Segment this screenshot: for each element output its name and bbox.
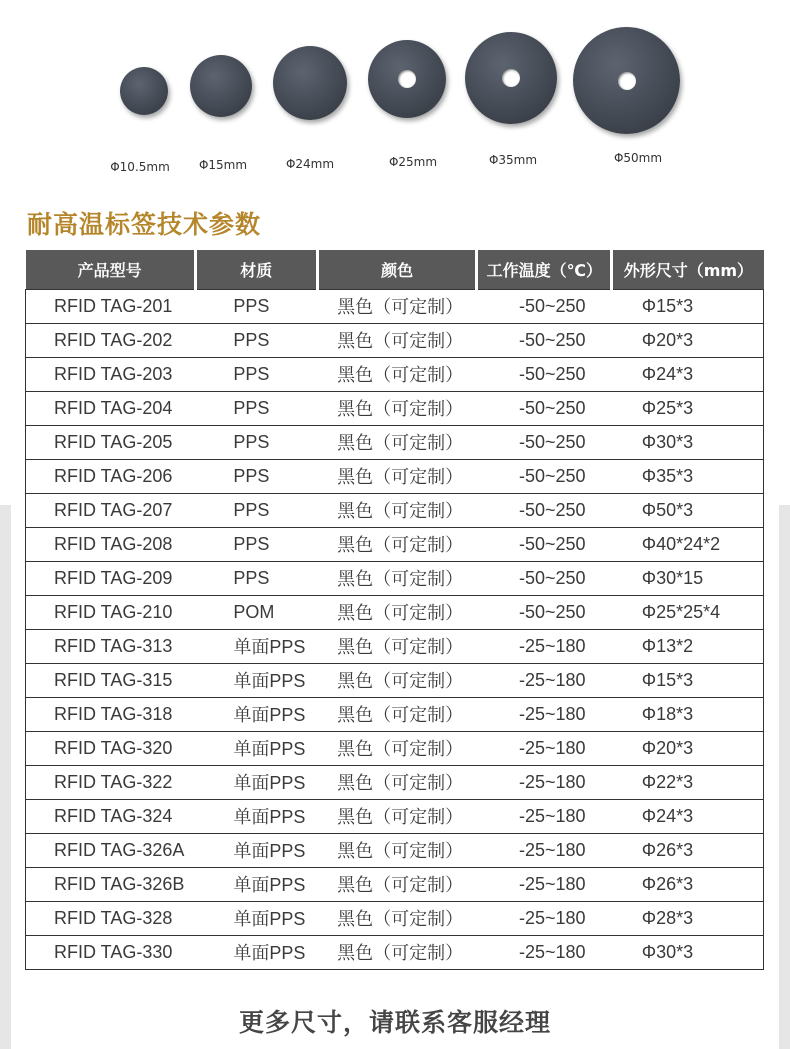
cell-temperature: -25~180 xyxy=(477,765,612,799)
cell-material: PPS xyxy=(195,357,317,391)
cell-temperature: -50~250 xyxy=(477,425,612,459)
table-row xyxy=(26,867,764,901)
table-row xyxy=(26,799,764,833)
header-color: 颜色 xyxy=(317,250,477,289)
tag-image-10-5mm xyxy=(120,67,168,115)
cell-color: 黑色（可定制） xyxy=(317,867,477,901)
table-row xyxy=(26,561,764,595)
cell-temperature: -50~250 xyxy=(477,595,612,629)
cell-model: RFID TAG-328 xyxy=(26,901,196,935)
cell-temperature: -50~250 xyxy=(477,289,612,323)
cell-material: PPS xyxy=(195,459,317,493)
cell-temperature: -25~180 xyxy=(477,731,612,765)
table-row xyxy=(26,323,764,357)
table-row xyxy=(26,425,764,459)
section-title: 耐高温标签技术参数 xyxy=(27,210,262,239)
table-row xyxy=(26,493,764,527)
cell-color: 黑色（可定制） xyxy=(317,935,477,969)
tag-size-label: Φ24mm xyxy=(285,157,335,171)
cell-material: 单面PPS xyxy=(195,765,317,799)
cell-dimensions: Φ20*3 xyxy=(612,323,764,357)
cell-dimensions: Φ25*25*4 xyxy=(612,595,764,629)
cell-model: RFID TAG-330 xyxy=(26,935,196,969)
table-row xyxy=(26,663,764,697)
cell-model: RFID TAG-318 xyxy=(26,697,196,731)
cell-dimensions: Φ20*3 xyxy=(612,731,764,765)
cell-temperature: -25~180 xyxy=(477,867,612,901)
cell-model: RFID TAG-313 xyxy=(26,629,196,663)
table-row xyxy=(26,629,764,663)
cell-material: PPS xyxy=(195,527,317,561)
cell-temperature: -50~250 xyxy=(477,459,612,493)
cell-color: 黑色（可定制） xyxy=(317,629,477,663)
cell-temperature: -25~180 xyxy=(477,629,612,663)
tag-image-24mm xyxy=(273,46,347,120)
cell-color: 黑色（可定制） xyxy=(317,799,477,833)
cell-dimensions: Φ26*3 xyxy=(612,833,764,867)
cell-color: 黑色（可定制） xyxy=(317,289,477,323)
cell-material: PPS xyxy=(195,289,317,323)
cell-dimensions: Φ26*3 xyxy=(612,867,764,901)
footer-note: 更多尺寸，请联系客服经理 xyxy=(238,1008,551,1037)
cell-color: 黑色（可定制） xyxy=(317,697,477,731)
cell-model: RFID TAG-208 xyxy=(26,527,196,561)
cell-temperature: -50~250 xyxy=(477,391,612,425)
product-gallery xyxy=(0,0,790,200)
tag-image-50mm xyxy=(573,27,680,134)
header-temperature: 工作温度（℃） xyxy=(477,250,612,289)
cell-color: 黑色（可定制） xyxy=(317,493,477,527)
cell-model: RFID TAG-206 xyxy=(26,459,196,493)
table-row xyxy=(26,357,764,391)
cell-color: 黑色（可定制） xyxy=(317,663,477,697)
cell-dimensions: Φ25*3 xyxy=(612,391,764,425)
cell-temperature: -25~180 xyxy=(477,833,612,867)
tag-image-15mm xyxy=(190,55,252,117)
cell-color: 黑色（可定制） xyxy=(317,357,477,391)
cell-material: 单面PPS xyxy=(195,663,317,697)
table-row xyxy=(26,459,764,493)
cell-dimensions: Φ13*2 xyxy=(612,629,764,663)
table-header-row xyxy=(26,250,764,289)
cell-model: RFID TAG-202 xyxy=(26,323,196,357)
cell-temperature: -50~250 xyxy=(477,493,612,527)
cell-model: RFID TAG-203 xyxy=(26,357,196,391)
left-side-bar xyxy=(0,505,11,1049)
cell-color: 黑色（可定制） xyxy=(317,833,477,867)
cell-material: 单面PPS xyxy=(195,935,317,969)
cell-dimensions: Φ15*3 xyxy=(612,663,764,697)
cell-temperature: -25~180 xyxy=(477,901,612,935)
cell-dimensions: Φ30*3 xyxy=(612,935,764,969)
cell-color: 黑色（可定制） xyxy=(317,323,477,357)
tag-size-label: Φ15mm xyxy=(198,158,248,172)
table-row xyxy=(26,901,764,935)
cell-model: RFID TAG-205 xyxy=(26,425,196,459)
tag-size-label: Φ25mm xyxy=(388,155,438,169)
spec-table-body xyxy=(26,289,764,969)
cell-material: POM xyxy=(195,595,317,629)
cell-material: 单面PPS xyxy=(195,799,317,833)
table-row xyxy=(26,935,764,969)
cell-temperature: -50~250 xyxy=(477,323,612,357)
cell-color: 黑色（可定制） xyxy=(317,731,477,765)
cell-model: RFID TAG-204 xyxy=(26,391,196,425)
cell-temperature: -25~180 xyxy=(477,697,612,731)
header-dimensions: 外形尺寸（mm） xyxy=(612,250,764,289)
cell-material: PPS xyxy=(195,561,317,595)
cell-model: RFID TAG-326A xyxy=(26,833,196,867)
cell-color: 黑色（可定制） xyxy=(317,459,477,493)
cell-material: 单面PPS xyxy=(195,867,317,901)
spec-table xyxy=(25,250,764,970)
cell-color: 黑色（可定制） xyxy=(317,561,477,595)
cell-temperature: -50~250 xyxy=(477,561,612,595)
header-material: 材质 xyxy=(195,250,317,289)
cell-material: 单面PPS xyxy=(195,731,317,765)
cell-color: 黑色（可定制） xyxy=(317,527,477,561)
cell-dimensions: Φ22*3 xyxy=(612,765,764,799)
table-row xyxy=(26,391,764,425)
cell-temperature: -25~180 xyxy=(477,935,612,969)
cell-material: 单面PPS xyxy=(195,833,317,867)
table-row xyxy=(26,765,764,799)
cell-material: 单面PPS xyxy=(195,697,317,731)
cell-model: RFID TAG-209 xyxy=(26,561,196,595)
cell-temperature: -50~250 xyxy=(477,527,612,561)
tag-size-label: Φ35mm xyxy=(488,153,538,167)
tag-size-label: Φ50mm xyxy=(613,151,663,165)
cell-model: RFID TAG-315 xyxy=(26,663,196,697)
cell-model: RFID TAG-210 xyxy=(26,595,196,629)
cell-dimensions: Φ35*3 xyxy=(612,459,764,493)
cell-model: RFID TAG-322 xyxy=(26,765,196,799)
cell-model: RFID TAG-207 xyxy=(26,493,196,527)
tag-image-35mm xyxy=(465,32,557,124)
cell-dimensions: Φ24*3 xyxy=(612,799,764,833)
table-row xyxy=(26,833,764,867)
cell-material: PPS xyxy=(195,493,317,527)
table-row xyxy=(26,595,764,629)
cell-dimensions: Φ30*15 xyxy=(612,561,764,595)
cell-dimensions: Φ15*3 xyxy=(612,289,764,323)
cell-model: RFID TAG-324 xyxy=(26,799,196,833)
cell-material: 单面PPS xyxy=(195,629,317,663)
cell-material: PPS xyxy=(195,391,317,425)
cell-color: 黑色（可定制） xyxy=(317,765,477,799)
table-row xyxy=(26,527,764,561)
cell-material: PPS xyxy=(195,323,317,357)
cell-color: 黑色（可定制） xyxy=(317,425,477,459)
cell-dimensions: Φ24*3 xyxy=(612,357,764,391)
cell-temperature: -25~180 xyxy=(477,663,612,697)
cell-model: RFID TAG-326B xyxy=(26,867,196,901)
cell-dimensions: Φ30*3 xyxy=(612,425,764,459)
table-row xyxy=(26,731,764,765)
tag-image-25mm xyxy=(368,40,446,118)
cell-material: 单面PPS xyxy=(195,901,317,935)
cell-color: 黑色（可定制） xyxy=(317,901,477,935)
cell-color: 黑色（可定制） xyxy=(317,595,477,629)
cell-model: RFID TAG-320 xyxy=(26,731,196,765)
cell-model: RFID TAG-201 xyxy=(26,289,196,323)
cell-dimensions: Φ18*3 xyxy=(612,697,764,731)
cell-dimensions: Φ40*24*2 xyxy=(612,527,764,561)
cell-temperature: -50~250 xyxy=(477,357,612,391)
table-row xyxy=(26,697,764,731)
cell-color: 黑色（可定制） xyxy=(317,391,477,425)
header-model: 产品型号 xyxy=(26,250,196,289)
right-side-bar xyxy=(779,505,790,1049)
cell-dimensions: Φ28*3 xyxy=(612,901,764,935)
tag-size-label: Φ10.5mm xyxy=(110,160,170,174)
table-row xyxy=(26,289,764,323)
cell-dimensions: Φ50*3 xyxy=(612,493,764,527)
cell-material: PPS xyxy=(195,425,317,459)
cell-temperature: -25~180 xyxy=(477,799,612,833)
